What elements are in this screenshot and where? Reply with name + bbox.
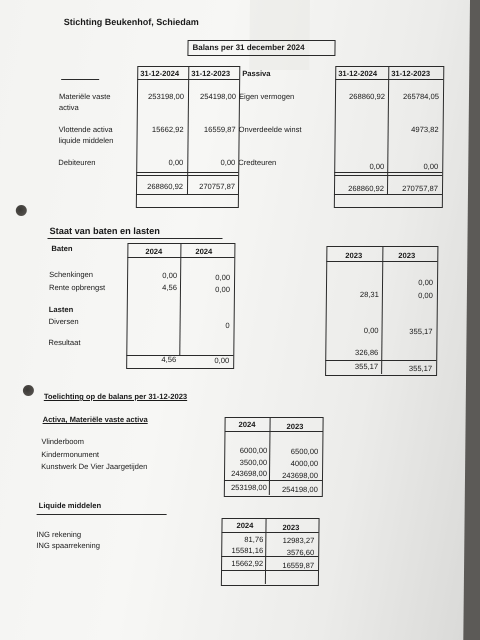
value-cell: 16559,87 (203, 125, 236, 134)
punch-hole (16, 205, 27, 216)
value-cell: 15581,16 (231, 546, 264, 555)
row-label: Rente opbrengst (48, 283, 106, 292)
value-cell: 0,00 (168, 158, 184, 167)
row-label: ING rekening (36, 530, 82, 539)
divider (221, 532, 318, 533)
divider (136, 172, 238, 176)
divider (335, 79, 443, 80)
value-cell: 6000,00 (239, 446, 268, 455)
total-cell: 0,00 (214, 356, 230, 365)
total-cell: 268860,92 (348, 184, 385, 193)
row-label: Debiteuren (58, 158, 96, 167)
total-cell: 355,17 (354, 362, 379, 371)
value-cell: 0,00 (215, 273, 231, 282)
passiva-row-label: Eigen vermogen (238, 92, 295, 101)
divider (224, 480, 322, 481)
value-cell: 265784,05 (403, 92, 440, 101)
value-cell: 254198,00 (200, 92, 237, 101)
divider (127, 257, 234, 258)
divider (326, 261, 437, 262)
value-cell: 326,86 (355, 348, 379, 357)
value-cell: 0,00 (418, 291, 433, 300)
activa-col-2023: 31-12-2023 (191, 69, 231, 78)
section-title: Toelichting op de balans per 31-12-2023 (43, 392, 188, 401)
lasten-label: Lasten (48, 305, 74, 314)
col-2024: 2024 (238, 420, 256, 429)
punch-hole (23, 385, 34, 396)
value-cell: 4973,82 (411, 125, 439, 134)
total-cell: 254198,00 (281, 485, 318, 494)
baten-label: Baten (51, 244, 73, 253)
total-cell: 15662,92 (231, 559, 264, 568)
subsection-title: Activa, Materiële vaste activa (42, 415, 148, 424)
divider (334, 194, 442, 195)
col-2023: 2023 (286, 422, 304, 431)
divider (37, 514, 167, 515)
divider (137, 79, 239, 80)
col-2023: 2023 (282, 523, 300, 532)
value-cell: 81,76 (244, 535, 264, 544)
balance-title: Balans per 31 december 2024 (192, 43, 305, 52)
col-2024: 2024 (195, 247, 213, 256)
activa-col-2024: 31-12-2024 (140, 69, 180, 78)
value-cell: 268860,92 (349, 92, 386, 101)
divider (61, 79, 99, 80)
passiva-label: Passiva (242, 69, 271, 78)
row-label: Schenkingen (49, 270, 94, 279)
row-label: Resultaat (48, 338, 81, 347)
passiva-row-label: Credteuren (238, 158, 277, 167)
row-label: Vlottende activa (58, 125, 113, 134)
col-2024: 2024 (236, 521, 254, 530)
value-cell: 253198,00 (148, 92, 185, 101)
passiva-row-label: Onverdeelde winst (238, 125, 302, 134)
col-2024: 2024 (145, 247, 163, 256)
subsection-title: Liquide middelen (38, 501, 102, 510)
total-cell: 355,17 (408, 364, 433, 373)
divider (136, 194, 238, 195)
divider (325, 360, 436, 361)
value-cell: 15662,92 (151, 125, 184, 134)
row-label: Diversen (48, 317, 79, 326)
watermark (249, 0, 310, 70)
row-label: activa (58, 103, 79, 112)
value-cell: 0 (225, 321, 230, 330)
value-cell: 0,00 (220, 158, 236, 167)
passiva-col-2023: 31-12-2023 (391, 69, 431, 78)
value-cell: 0,00 (423, 162, 439, 171)
row-label: liquide middelen (58, 136, 114, 145)
value-cell: 243698,00 (282, 471, 319, 480)
row-label: Materiële vaste (58, 92, 111, 101)
row-label: ING spaarrekening (36, 541, 101, 550)
total-cell: 268860,92 (147, 182, 184, 191)
value-cell: 3500,00 (239, 458, 268, 467)
value-cell: 6500,00 (290, 447, 319, 456)
total-cell: 270757,87 (199, 182, 236, 191)
total-cell: 16559,87 (282, 561, 315, 570)
col-2023: 2023 (398, 251, 416, 260)
value-cell: 0,00 (369, 162, 385, 171)
value-cell: 0,00 (363, 326, 379, 335)
value-cell: 12983,27 (282, 536, 315, 545)
value-cell: 243698,00 (231, 469, 268, 478)
value-cell: 0,00 (418, 278, 434, 287)
org-title: Stichting Beukenhof, Schiedam (63, 17, 199, 27)
divider (334, 172, 442, 176)
passiva-col-2024: 31-12-2024 (338, 69, 378, 78)
total-cell: 270757,87 (402, 184, 439, 193)
col-2023: 2023 (345, 251, 363, 260)
value-cell: 4000,00 (290, 459, 319, 468)
value-cell: 3576,60 (286, 548, 315, 557)
row-label: Kunstwerk De Vier Jaargetijden (41, 462, 148, 471)
value-cell: 355,17 (409, 327, 433, 336)
divider (221, 570, 318, 571)
total-cell: 253198,00 (230, 483, 267, 492)
section-title: Staat van baten en lasten (49, 226, 160, 236)
total-cell: 4,56 (161, 355, 177, 364)
value-cell: 0,00 (215, 285, 231, 294)
value-cell: 4,56 (162, 283, 178, 292)
divider (47, 238, 222, 239)
value-cell: 0,00 (162, 271, 178, 280)
value-cell: 28,31 (359, 290, 379, 299)
divider (224, 431, 322, 432)
row-label: Kindermonument (41, 450, 100, 459)
row-label: Vlinderboom (41, 437, 85, 446)
